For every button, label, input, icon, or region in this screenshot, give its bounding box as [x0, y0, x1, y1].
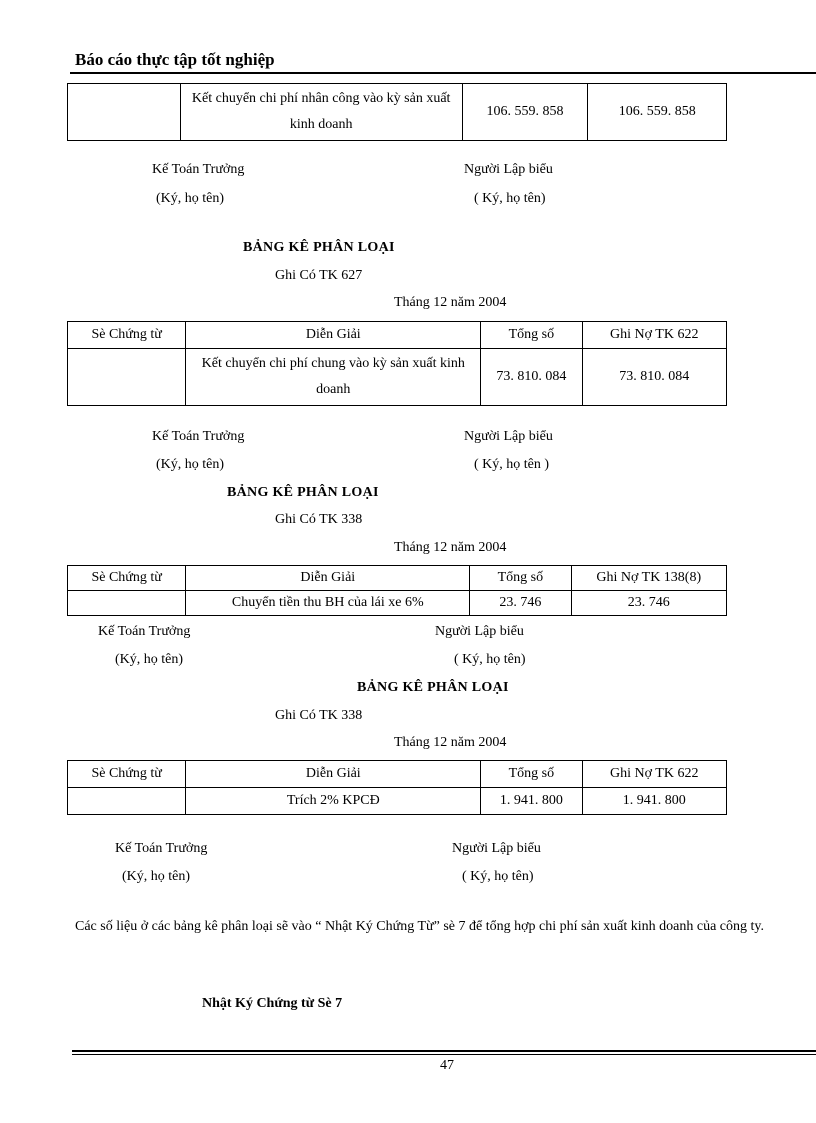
- page-number: 47: [440, 1058, 454, 1073]
- chief-accountant-note: (Ký, họ tên): [156, 457, 225, 472]
- voucher-cell: [68, 84, 181, 141]
- table-header-row: [68, 761, 727, 788]
- preparer-label: Người Lập biểu: [435, 624, 524, 639]
- section1-subtitle: Ghi Có TK 627: [275, 268, 363, 283]
- preparer-note: ( Ký, họ tên ): [474, 457, 550, 472]
- preparer-label: Người Lập biểu: [452, 841, 541, 856]
- preparer-note: ( Ký, họ tên): [454, 652, 526, 667]
- section3-subtitle: Ghi Có TK 338: [275, 708, 363, 723]
- desc-cell: Chuyển tiền thu BH của lái xe 6%: [186, 591, 470, 616]
- total-cell: 1. 941. 800: [481, 788, 582, 815]
- col-header: Diễn Giải: [186, 566, 470, 591]
- header-rule: [70, 72, 816, 74]
- col-header: Tổng số: [470, 566, 571, 591]
- preparer-note: ( Ký, họ tên): [462, 869, 534, 884]
- total-cell: 73. 810. 084: [481, 349, 582, 406]
- debit-cell: 106. 559. 858: [588, 84, 727, 141]
- table-header-row: [68, 322, 727, 349]
- section1-title: BẢNG KÊ PHÂN LOẠI: [243, 240, 395, 255]
- col-header: Diễn Giải: [186, 322, 481, 349]
- preparer-label: Người Lập biểu: [464, 429, 553, 444]
- table-row: [68, 84, 727, 141]
- chief-accountant-label: Kế Toán Trưởng: [152, 162, 245, 177]
- col-header: Sè Chứng từ: [68, 322, 186, 349]
- section2-subtitle: Ghi Có TK 338: [275, 512, 363, 527]
- section3-table: [67, 760, 727, 815]
- col-header: Ghi Nợ TK 138(8): [571, 566, 727, 591]
- desc-cell: Trích 2% KPCĐ: [186, 788, 481, 815]
- section3-date: Tháng 12 năm 2004: [394, 735, 507, 750]
- section1-date: Tháng 12 năm 2004: [394, 295, 507, 310]
- col-header: Sè Chứng từ: [68, 761, 186, 788]
- table-row: [68, 349, 727, 406]
- journal-title: Nhật Ký Chứng từ Sè 7: [202, 996, 343, 1011]
- section3-title: BẢNG KÊ PHÂN LOẠI: [357, 680, 509, 695]
- chief-accountant-note: (Ký, họ tên): [115, 652, 184, 667]
- section2-date: Tháng 12 năm 2004: [394, 540, 507, 555]
- chief-accountant-note: (Ký, họ tên): [122, 869, 191, 884]
- voucher-cell: [68, 591, 186, 616]
- chief-accountant-label: Kế Toán Trưởng: [152, 429, 245, 444]
- col-header: Ghi Nợ TK 622: [582, 322, 726, 349]
- desc-cell: Kết chuyển chi phí nhân công vào kỳ sản xuất kinh doanh: [180, 84, 462, 141]
- desc-cell: Kết chuyển chi phí chung vào kỳ sản xuất kinh doanh: [186, 349, 481, 406]
- total-cell: 106. 559. 858: [462, 84, 588, 141]
- footer-rule-thin: [72, 1054, 816, 1055]
- summary-paragraph: Các số liệu ở các bảng kê phân loại sẽ vào “ Nhật Ký Chứng Từ” sè 7 để tổng hợp chi phí sản xuất kinh doanh của công ty.: [75, 919, 764, 934]
- col-header: Diễn Giải: [186, 761, 481, 788]
- preparer-label: Người Lập biểu: [464, 162, 553, 177]
- table-row: [68, 788, 727, 815]
- debit-cell: 73. 810. 084: [582, 349, 726, 406]
- table-continuation: [67, 83, 727, 141]
- table-row: [68, 591, 727, 616]
- section2-title: BẢNG KÊ PHÂN LOẠI: [227, 485, 379, 500]
- section2-table: [67, 565, 727, 616]
- footer-rule: [72, 1050, 816, 1052]
- chief-accountant-label: Kế Toán Trưởng: [115, 841, 208, 856]
- debit-cell: 23. 746: [571, 591, 727, 616]
- chief-accountant-label: Kế Toán Trưởng: [98, 624, 191, 639]
- voucher-cell: [68, 788, 186, 815]
- col-header: Ghi Nợ TK 622: [582, 761, 726, 788]
- col-header: Tổng số: [481, 761, 582, 788]
- voucher-cell: [68, 349, 186, 406]
- section1-table: [67, 321, 727, 406]
- col-header: Sè Chứng từ: [68, 566, 186, 591]
- total-cell: 23. 746: [470, 591, 571, 616]
- chief-accountant-note: (Ký, họ tên): [156, 191, 225, 206]
- table-header-row: [68, 566, 727, 591]
- col-header: Tổng số: [481, 322, 582, 349]
- preparer-note: ( Ký, họ tên): [474, 191, 546, 206]
- document-header-title: Báo cáo thực tập tốt nghiệp: [75, 50, 275, 69]
- debit-cell: 1. 941. 800: [582, 788, 726, 815]
